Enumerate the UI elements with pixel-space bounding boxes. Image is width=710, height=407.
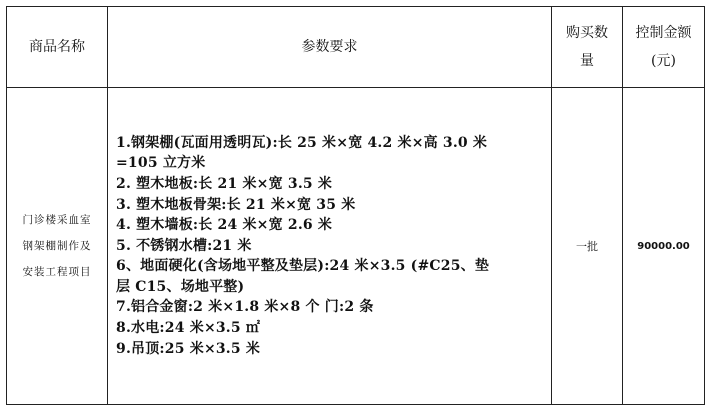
param-line: 5. 不锈钢水槽:21 米	[116, 237, 252, 254]
table-row	[7, 88, 705, 405]
param-line: 层 C15、场地平整)	[116, 278, 245, 295]
header-product-name: 商品名称	[7, 7, 108, 88]
amount-cell: 90000.00	[623, 88, 705, 405]
product-name-cell	[7, 88, 108, 405]
param-line: 7.铝合金窗:2 米×1.8 米×8 个 门:2 条	[116, 299, 374, 316]
header-row	[7, 7, 705, 88]
header-amount-line1: 控制金额	[635, 25, 692, 41]
procurement-table	[6, 6, 705, 405]
param-line: 3. 塑木地板骨架:长 21 米×宽 35 米	[116, 196, 356, 213]
param-line: 9.吊顶:25 米×3.5 米	[116, 340, 261, 357]
param-line: 1.钢架棚(瓦面用透明瓦):长 25 米×宽 4.2 米×高 3.0 米	[116, 134, 488, 151]
product-name-line: 钢架棚制作及	[22, 240, 92, 252]
param-line: 2. 塑木地板:长 21 米×宽 3.5 米	[116, 175, 333, 192]
product-name-line: 门诊楼采血室	[22, 214, 92, 226]
quantity-cell: 一批	[552, 88, 623, 405]
param-line: 4. 塑木墙板:长 24 米×宽 2.6 米	[116, 217, 333, 234]
header-amount	[623, 7, 705, 88]
header-quantity-line2: 量	[580, 53, 594, 69]
header-parameters: 参数要求	[108, 7, 552, 88]
header-amount-line2: (元)	[651, 53, 676, 69]
param-line: 8.水电:24 米×3.5 ㎡	[116, 320, 261, 337]
product-name-line: 安装工程项目	[22, 266, 92, 278]
parameters-cell	[108, 88, 552, 405]
header-quantity-line1: 购买数	[566, 25, 608, 41]
param-line: =105 立方米	[116, 155, 206, 172]
header-quantity	[552, 7, 623, 88]
param-line: 6、地面硬化(含场地平整及垫层):24 米×3.5 (#C25、垫	[116, 258, 490, 275]
